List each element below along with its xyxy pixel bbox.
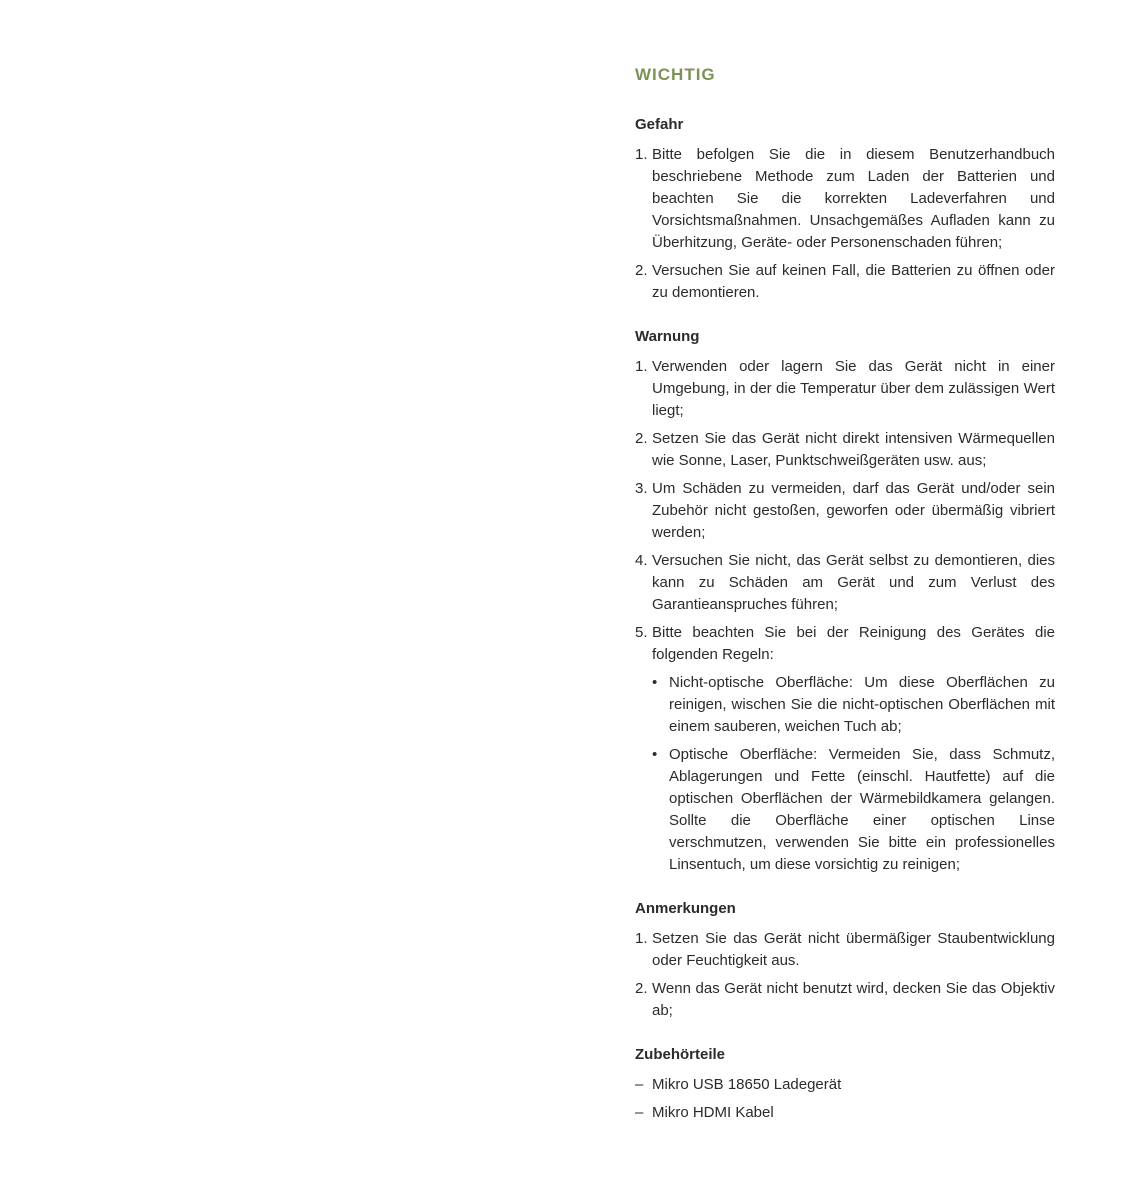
- anmerkungen-list: [635, 928, 1055, 1022]
- bullet-item: [652, 744, 1055, 876]
- item-text: Bitte befolgen Sie die in diesem Benutzerhandbuch beschriebene Methode zum Laden der Batterien und beachten Sie die korrekten Ladeverfahren und Vorsichtsmaßnahmen. Unsachgemäßes Aufladen kann zu Überhitzung, Geräte- oder Personenschaden führen;: [652, 146, 1055, 251]
- section-warnung: [635, 326, 1055, 876]
- bullet-icon: •: [652, 746, 658, 763]
- bullet-item: [652, 672, 1055, 738]
- list-item: [635, 356, 1055, 422]
- section-anmerkungen: [635, 898, 1055, 1022]
- cleaning-rules-list: [652, 672, 1055, 876]
- section-gefahr: [635, 114, 1055, 304]
- item-text: Mikro USB 18650 Ladegerät: [652, 1076, 842, 1093]
- gefahr-list: [635, 144, 1055, 304]
- accessories-list: [635, 1074, 1055, 1124]
- item-text: Wenn das Gerät nicht benutzt wird, decken Sie das Objektiv ab;: [652, 980, 1055, 1019]
- list-item: [635, 428, 1055, 472]
- item-number: 1.: [635, 930, 648, 947]
- section-heading-zubehoerteile: Zubehörteile: [635, 1046, 726, 1063]
- section-zubehoerteile: [635, 1044, 1055, 1124]
- bullet-icon: •: [652, 674, 658, 691]
- list-item: [635, 1102, 1055, 1124]
- bullet-text: Nicht-optische Oberfläche: Um diese Oberflächen zu reinigen, wischen Sie die nicht-optischen Oberflächen mit einem sauberen, weichen Tuch ab;: [669, 674, 1055, 735]
- list-item: [635, 144, 1055, 254]
- list-item: [635, 978, 1055, 1022]
- dash-icon: –: [635, 1076, 644, 1093]
- item-number: 1.: [635, 358, 648, 375]
- list-item: [635, 928, 1055, 972]
- section-heading-gefahr: Gefahr: [635, 116, 684, 133]
- item-number: 1.: [635, 146, 648, 163]
- item-number: 4.: [635, 552, 648, 569]
- list-item: [635, 550, 1055, 616]
- item-number: 3.: [635, 480, 648, 497]
- item-text: Setzen Sie das Gerät nicht übermäßiger Staubentwicklung oder Feuchtigkeit aus.: [652, 930, 1055, 969]
- item-text: Um Schäden zu vermeiden, darf das Gerät und/oder sein Zubehör nicht gestoßen, geworfen oder übermäßig vibriert werden;: [652, 480, 1055, 541]
- warnung-list: [635, 356, 1055, 876]
- item-text: Bitte beachten Sie bei der Reinigung des Gerätes die folgenden Regeln:: [652, 624, 1055, 663]
- manual-page-content: [635, 62, 1055, 1146]
- item-text: Versuchen Sie auf keinen Fall, die Batterien zu öffnen oder zu demontieren.: [652, 262, 1055, 301]
- item-number: 5.: [635, 624, 648, 641]
- dash-icon: –: [635, 1104, 644, 1121]
- list-item: [635, 622, 1055, 876]
- item-text: Verwenden oder lagern Sie das Gerät nicht in einer Umgebung, in der die Temperatur über dem zulässigen Wert liegt;: [652, 358, 1055, 419]
- item-number: 2.: [635, 430, 648, 447]
- list-item: [635, 260, 1055, 304]
- bullet-text: Optische Oberfläche: Vermeiden Sie, dass Schmutz, Ablagerungen und Fette (einschl. Hautfette) auf die optischen Oberflächen der Wärmebildkamera gelangen. Sollte die Oberfläche einer optischen Linse verschmutzen, verwenden Sie bitte ein professionelles Linsentuch, um diese vorsichtig zu reinigen;: [669, 746, 1055, 873]
- section-heading-anmerkungen: Anmerkungen: [635, 900, 736, 917]
- item-text: Setzen Sie das Gerät nicht direkt intensiven Wärmequellen wie Sonne, Laser, Punktschweißgeräten usw. aus;: [652, 430, 1055, 469]
- item-number: 2.: [635, 262, 648, 279]
- item-number: 2.: [635, 980, 648, 997]
- page-title: WICHTIG: [635, 65, 716, 84]
- item-text: Mikro HDMI Kabel: [652, 1104, 774, 1121]
- list-item: [635, 1074, 1055, 1096]
- list-item: [635, 478, 1055, 544]
- section-heading-warnung: Warnung: [635, 328, 700, 345]
- item-text: Versuchen Sie nicht, das Gerät selbst zu demontieren, dies kann zu Schäden am Gerät und zum Verlust des Garantieanspruches führen;: [652, 552, 1055, 613]
